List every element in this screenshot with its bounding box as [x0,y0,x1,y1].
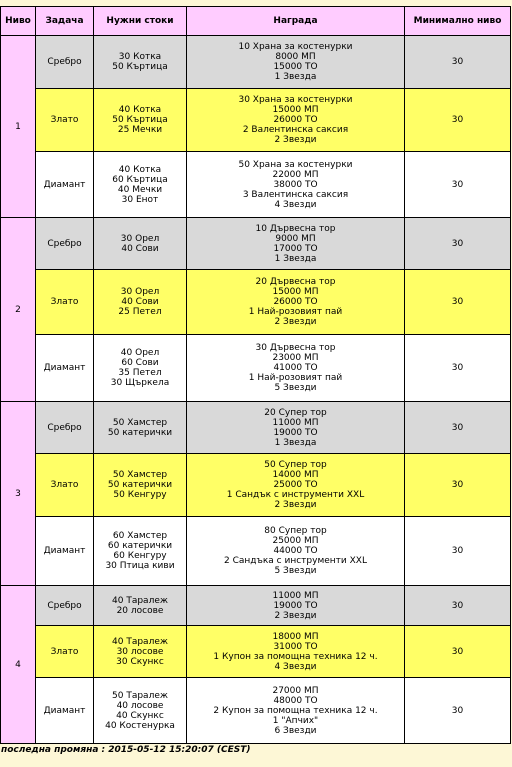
task-cell: Сребро [36,586,94,626]
goods-line: 40 лосове [116,700,164,711]
level-cell: 2 [1,218,36,402]
task-cell: Сребро [36,218,94,270]
reward-line: 31000 ТО [273,641,318,652]
reward-line: 41000 ТО [273,363,318,373]
reward-line: 22000 МП [272,169,319,180]
goods-line: 50 Къртица [112,115,168,125]
reward-line: 18000 МП [272,631,319,642]
reward-line: 44000 ТО [273,546,318,556]
reward-line: 2 Сандъка с инструменти XXL [224,556,367,566]
goods-cell [94,218,187,270]
goods-cell [94,626,187,678]
goods-line: 50 Хамстер [112,417,168,428]
goods-line: 50 Хамстер [112,470,168,480]
min-level-cell: 30 [405,586,511,626]
goods-line: 40 Сови [121,243,159,254]
reward-line: 1 Сандък с инструменти XXL [226,490,365,500]
reward-cell [187,402,405,454]
reward-line: 11000 МП [272,417,319,428]
reward-cell [187,335,405,402]
min-level-cell: 30 [405,218,511,270]
goods-cell [94,89,187,152]
reward-line: 4 Звезди [274,661,317,672]
reward-line: 2 Купон за помощна техника 12 ч. [213,705,378,716]
goods-line: 50 катерички [107,427,173,438]
table-row [1,626,511,678]
min-level-cell: 30 [405,36,511,89]
reward-line: 50 Супер тор [264,460,327,470]
reward-line: 11000 МП [272,590,319,601]
reward-line: 10 Дървесна тор [255,223,336,234]
task-cell: Диамант [36,335,94,402]
reward-cell [187,517,405,586]
reward-line: 3 Валентинска саксия [242,189,349,200]
task-cell: Сребро [36,402,94,454]
reward-line: 4 Звезди [274,199,317,210]
reward-cell [187,626,405,678]
reward-line: 2 Звезди [274,500,317,510]
goods-cell [94,454,187,517]
header-reward: Награда [187,7,405,36]
goods-line: 40 Таралеж [112,636,168,647]
min-level-cell: 30 [405,152,511,218]
goods-cell [94,402,187,454]
goods-cell [94,36,187,89]
reward-line: 15000 ТО [273,62,318,72]
reward-line: 2 Звезди [274,135,317,145]
reward-cell [187,152,405,218]
reward-line: 19000 ТО [273,427,318,438]
reward-line: 6 Звезди [274,725,317,736]
reward-line: 25000 ТО [273,480,318,490]
reward-line: 5 Звезди [274,383,317,393]
reward-line: 1 Купон за помощна техника 12 ч. [213,651,378,662]
reward-line: 1 Най-розовият пай [248,307,343,317]
goods-line: 40 Мечки [117,184,163,195]
table-row [1,586,511,626]
goods-line: 40 Котка [118,164,162,175]
goods-line: 60 Кенгуру [113,551,167,561]
table-row [1,454,511,517]
reward-line: 50 Храна за костенурки [238,159,353,170]
task-cell: Диамант [36,152,94,218]
goods-cell [94,335,187,402]
table-row [1,402,511,454]
reward-cell [187,89,405,152]
reward-line: 20 Супер тор [264,407,327,418]
goods-line: 25 Мечки [117,125,163,135]
goods-line: 30 Орел [120,233,160,244]
quest-table [0,6,511,744]
reward-line: 1 Звезда [274,72,317,82]
header-task: Задача [36,7,94,36]
table-row [1,36,511,89]
min-level-cell: 30 [405,678,511,744]
reward-line: 2 Валентинска саксия [242,125,349,135]
min-level-cell: 30 [405,517,511,586]
goods-line: 40 Котка [118,105,162,115]
goods-line: 30 Щъркела [110,378,170,388]
reward-line: 8000 МП [275,52,316,62]
task-cell: Злато [36,626,94,678]
reward-cell [187,218,405,270]
task-cell: Диамант [36,517,94,586]
reward-line: 20 Дървесна тор [255,277,336,287]
reward-line: 48000 ТО [273,695,318,706]
goods-line: 60 катерички [107,541,173,551]
goods-line: 30 Енот [121,194,159,205]
goods-line: 20 лосове [116,605,164,616]
reward-line: 80 Супер тор [264,526,327,536]
last-modified: последна промяна : 2015-05-12 15:20:07 (CEST) [1,745,251,755]
goods-cell [94,678,187,744]
goods-line: 60 Сови [121,358,159,368]
goods-cell [94,517,187,586]
table-row [1,678,511,744]
reward-line: 30 Храна за костенурки [238,95,353,105]
goods-line: 40 Костенурка [105,720,175,731]
min-level-cell: 30 [405,454,511,517]
reward-line: 1 Звезда [274,253,317,264]
reward-line: 1 "Апчих" [272,715,319,726]
reward-line: 25000 МП [272,536,319,546]
goods-line: 40 Орел [120,348,160,358]
task-cell: Злато [36,270,94,335]
goods-line: 40 Сови [121,297,159,307]
goods-line: 40 Скункс [116,710,164,721]
reward-cell [187,270,405,335]
header-goods: Нужни стоки [94,7,187,36]
reward-line: 10 Храна за костенурки [238,42,353,52]
level-cell: 3 [1,402,36,586]
reward-line: 38000 ТО [273,179,318,190]
goods-line: 50 катерички [107,480,173,490]
reward-line: 17000 ТО [273,243,318,254]
reward-line: 26000 ТО [273,115,318,125]
goods-cell [94,152,187,218]
goods-line: 60 Хамстер [112,531,168,541]
table-row [1,270,511,335]
header-level: Ниво [1,7,36,36]
reward-cell [187,586,405,626]
table-row [1,517,511,586]
reward-line: 14000 МП [272,470,319,480]
reward-line: 2 Звезди [274,317,317,327]
goods-line: 30 Скункс [116,656,164,667]
goods-line: 50 Кенгуру [113,490,167,500]
goods-cell [94,586,187,626]
task-cell: Злато [36,454,94,517]
reward-line: 30 Дървесна тор [255,343,336,353]
min-level-cell: 30 [405,89,511,152]
task-cell: Злато [36,89,94,152]
reward-line: 15000 МП [272,287,319,297]
task-cell: Сребро [36,36,94,89]
table-row [1,89,511,152]
reward-line: 1 Звезда [274,437,317,448]
goods-line: 60 Къртица [112,174,168,185]
reward-line: 2 Звезди [274,610,317,621]
reward-cell [187,454,405,517]
table-row [1,335,511,402]
reward-line: 15000 МП [272,105,319,115]
reward-line: 26000 ТО [273,297,318,307]
goods-line: 50 Къртица [112,62,168,72]
task-cell: Диамант [36,678,94,744]
header-min-level: Минимално ниво [405,7,511,36]
goods-line: 50 Таралеж [112,690,168,701]
reward-line: 27000 МП [272,685,319,696]
header-row [1,7,511,36]
table-row [1,218,511,270]
reward-line: 5 Звезди [274,566,317,576]
min-level-cell: 30 [405,335,511,402]
table-row [1,152,511,218]
reward-line: 23000 МП [272,353,319,363]
reward-line: 1 Най-розовият пай [248,373,343,383]
level-cell: 4 [1,586,36,744]
goods-line: 30 Котка [118,52,162,62]
goods-line: 30 Орел [120,287,160,297]
goods-line: 30 лосове [116,646,164,657]
min-level-cell: 30 [405,270,511,335]
min-level-cell: 30 [405,626,511,678]
reward-cell [187,36,405,89]
level-cell: 1 [1,36,36,218]
reward-cell [187,678,405,744]
goods-line: 35 Петел [118,368,162,378]
goods-line: 40 Таралеж [112,595,168,606]
goods-line: 25 Петел [118,307,162,317]
goods-cell [94,270,187,335]
min-level-cell: 30 [405,402,511,454]
reward-line: 9000 МП [275,233,316,244]
reward-line: 19000 ТО [273,600,318,611]
table-body [1,36,511,744]
goods-line: 30 Птица киви [105,561,175,571]
